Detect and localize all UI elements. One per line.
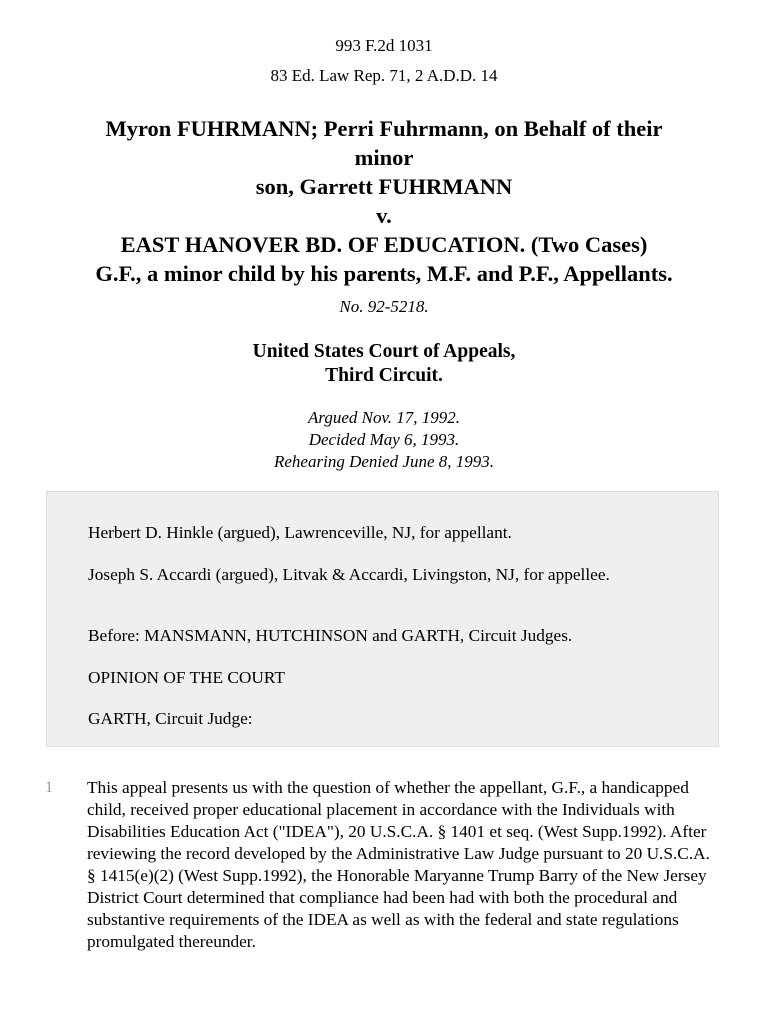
court-name-line: United States Court of Appeals, <box>252 341 516 362</box>
court-name-line: Third Circuit. <box>325 365 443 386</box>
case-header-box <box>46 491 719 747</box>
paragraph-number: 1 <box>45 779 53 796</box>
case-title-line: minor <box>354 145 414 170</box>
appellant-counsel: Herbert D. Hinkle (argued), Lawrenceville, NJ, for appellant. <box>88 523 512 542</box>
case-title-line: EAST HANOVER BD. OF EDUCATION. (Two Cases) <box>120 232 648 257</box>
opinion-heading: OPINION OF THE COURT <box>88 668 285 687</box>
judges-panel: Before: MANSMANN, HUTCHINSON and GARTH, Circuit Judges. <box>88 626 573 645</box>
case-title-line: v. <box>376 203 392 228</box>
decided-date: Decided May 6, 1993. <box>308 430 460 449</box>
case-title-line: son, Garrett FUHRMANN <box>255 174 513 199</box>
rehearing-date: Rehearing Denied June 8, 1993. <box>274 452 494 471</box>
appellee-counsel: Joseph S. Accardi (argued), Litvak & Accardi, Livingston, NJ, for appellee. <box>88 565 610 584</box>
reporter-citation: 993 F.2d 1031 <box>335 36 433 55</box>
argued-date: Argued Nov. 17, 1992. <box>307 408 461 427</box>
paragraph-text: This appeal presents us with the question of whether the appellant, G.F., a handicapped child, received proper educational placement in accordance with the Individuals with Disabilities Education Act ("IDEA"), 20 U.S.C.A. § 1401 et seq. (West Supp.1992). After reviewing the record developed by the Administrative Law Judge pursuant to 20 U.S.C.A. § 1415(e)(2) (West Supp.1992), the Honorable Maryanne Trump Barry of the New Jersey District Court determined that compliance had been had with both the procedural and substantive requirements of the IDEA as well as with the federal and state regulations promulgated thereunder. <box>87 778 710 951</box>
case-dates <box>0 407 768 473</box>
case-title <box>40 114 728 288</box>
docket-number: No. 92-5218. <box>339 297 429 316</box>
opinion-author: GARTH, Circuit Judge: <box>88 709 253 728</box>
case-title-line: G.F., a minor child by his parents, M.F. and P.F., Appellants. <box>95 261 673 286</box>
court-name <box>0 340 768 388</box>
case-title-line: Myron FUHRMANN; Perri Fuhrmann, on Behalf of their <box>105 116 663 141</box>
secondary-citation: 83 Ed. Law Rep. 71, 2 A.D.D. 14 <box>270 66 498 85</box>
